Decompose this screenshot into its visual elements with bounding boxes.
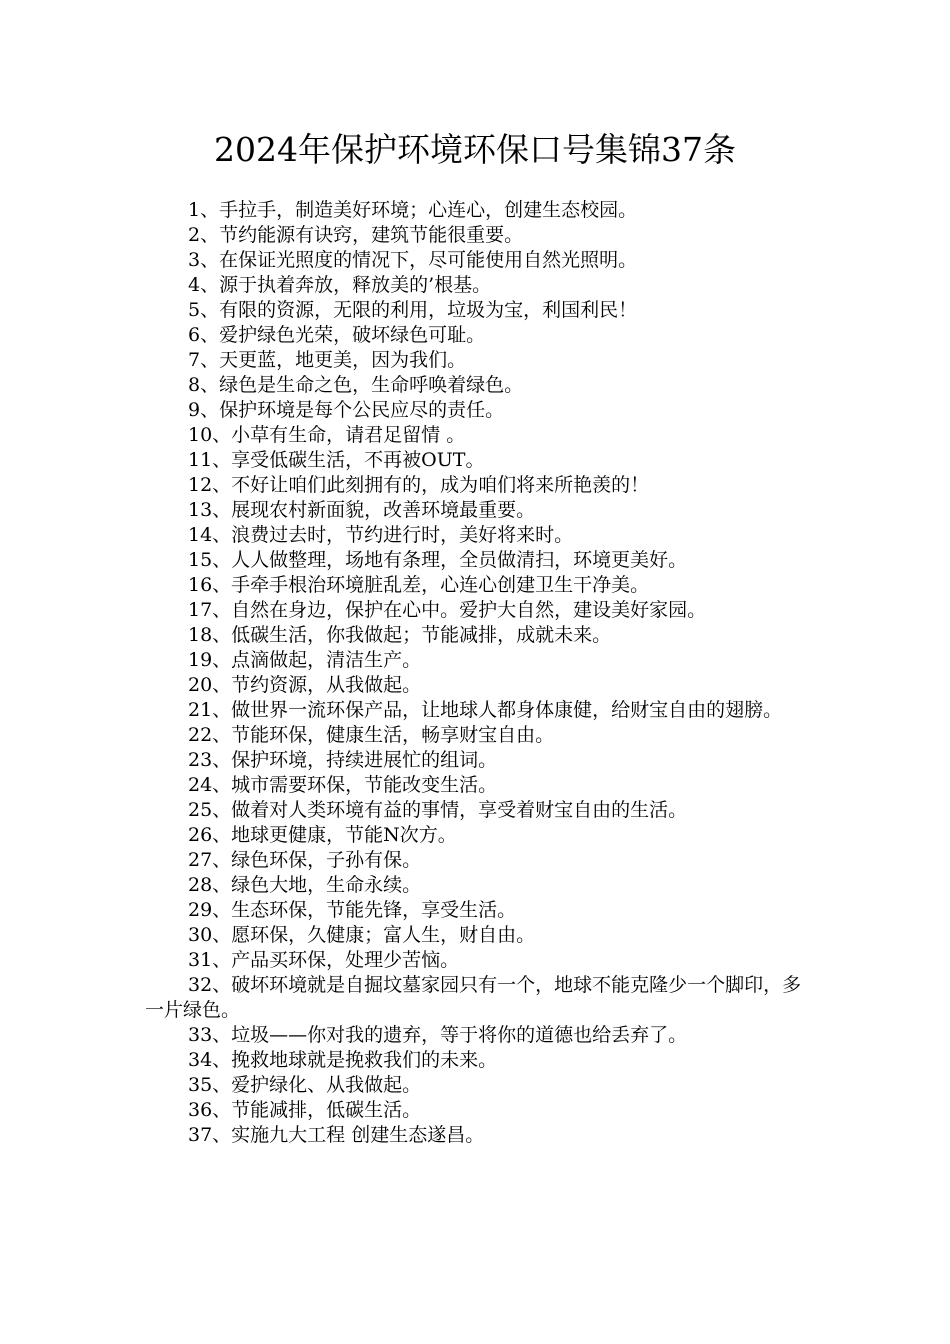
slogan-item: 9、保护环境是每个公民应尽的责任。: [188, 399, 505, 421]
slogan-item: 16、手牵手根治环境脏乱差，心连心创建卫生干净美。: [188, 574, 650, 596]
slogan-item: 14、浪费过去时，节约进行时，美好将来时。: [188, 524, 574, 546]
slogan-item: 3、在保证光照度的情况下，尽可能使用自然光照明。: [188, 249, 638, 271]
slogan-item: 1、手拉手，制造美好环境；心连心，创建生态校园。: [188, 199, 638, 221]
slogan-item: 20、节约资源，从我做起。: [188, 674, 422, 696]
slogan-item: 12、不好让咱们此刻拥有的，成为咱们将来所艳羡的！: [188, 474, 650, 496]
slogan-item: 7、天更蓝，地更美，因为我们。: [188, 349, 467, 371]
slogan-item: 33、垃圾——你对我的遗弃，等于将你的道德也给丢弃了。: [188, 1024, 688, 1046]
slogan-item: 30、愿环保，久健康；富人生，财自由。: [188, 924, 536, 946]
slogan-item: 17、自然在身边，保护在心中。爱护大自然，建设美好家园。: [188, 599, 707, 621]
slogan-item: 24、城市需要环保，节能改变生活。: [188, 774, 498, 796]
slogan-item: 5、有限的资源，无限的利用，垃圾为宝，利国利民！: [188, 299, 638, 321]
slogan-item: 23、保护环境，持续进展忙的组词。: [188, 749, 498, 771]
slogan-item: 6、爱护绿色光荣，破坏绿色可耻。: [188, 324, 486, 346]
slogan-item: 22、节能环保，健康生活，畅享财宝自由。: [188, 724, 555, 746]
slogan-item: 18、低碳生活，你我做起；节能减排，成就未来。: [188, 624, 612, 646]
slogan-item: 36、节能减排，低碳生活。: [188, 1099, 422, 1121]
slogan-item: 2、节约能源有诀窍，建筑节能很重要。: [188, 224, 524, 246]
slogan-item: 21、做世界一流环保产品，让地球人都身体康健，给财宝自由的翅膀。: [188, 699, 783, 721]
slogan-item: 29、生态环保，节能先锋，享受生活。: [188, 899, 517, 921]
slogan-item: 31、产品买环保，处理少苦恼。: [188, 949, 460, 971]
slogan-item: 19、点滴做起，清洁生产。: [188, 649, 422, 671]
slogan-item: 4、源于执着奔放，释放美的’根基。: [188, 274, 492, 296]
slogan-list: [145, 198, 815, 1148]
document-title: 2024年保护环境环保口号集锦37条: [214, 130, 736, 169]
slogan-item: 10、小草有生命，请君足留情 。: [188, 424, 466, 446]
slogan-item: 25、做着对人类环境有益的事情，享受着财宝自由的生活。: [188, 799, 688, 821]
slogan-item: 26、地球更健康，节能N次方。: [188, 824, 457, 846]
slogan-item: 15、人人做整理，场地有条理，全员做清扫，环境更美好。: [188, 549, 688, 571]
slogan-item: 35、爱护绿化、从我做起。: [188, 1074, 422, 1096]
slogan-item: 8、绿色是生命之色，生命呼唤着绿色。: [188, 374, 524, 396]
slogan-item: 11、享受低碳生活，不再被OUT。: [188, 449, 485, 471]
slogan-item: 37、实施九大工程 创建生态遂昌。: [188, 1124, 485, 1146]
slogan-item: 13、展现农村新面貌，改善环境最重要。: [188, 499, 536, 521]
slogan-item: 27、绿色环保，子孙有保。: [188, 849, 422, 871]
slogan-item: 28、绿色大地，生命永续。: [188, 874, 422, 896]
slogan-item: 34、挽救地球就是挽救我们的未来。: [188, 1049, 498, 1071]
slogan-item: 32、破坏环境就是自掘坟墓家园只有一个，地球不能克隆少一个脚印，多一片绿色。: [145, 974, 802, 1021]
